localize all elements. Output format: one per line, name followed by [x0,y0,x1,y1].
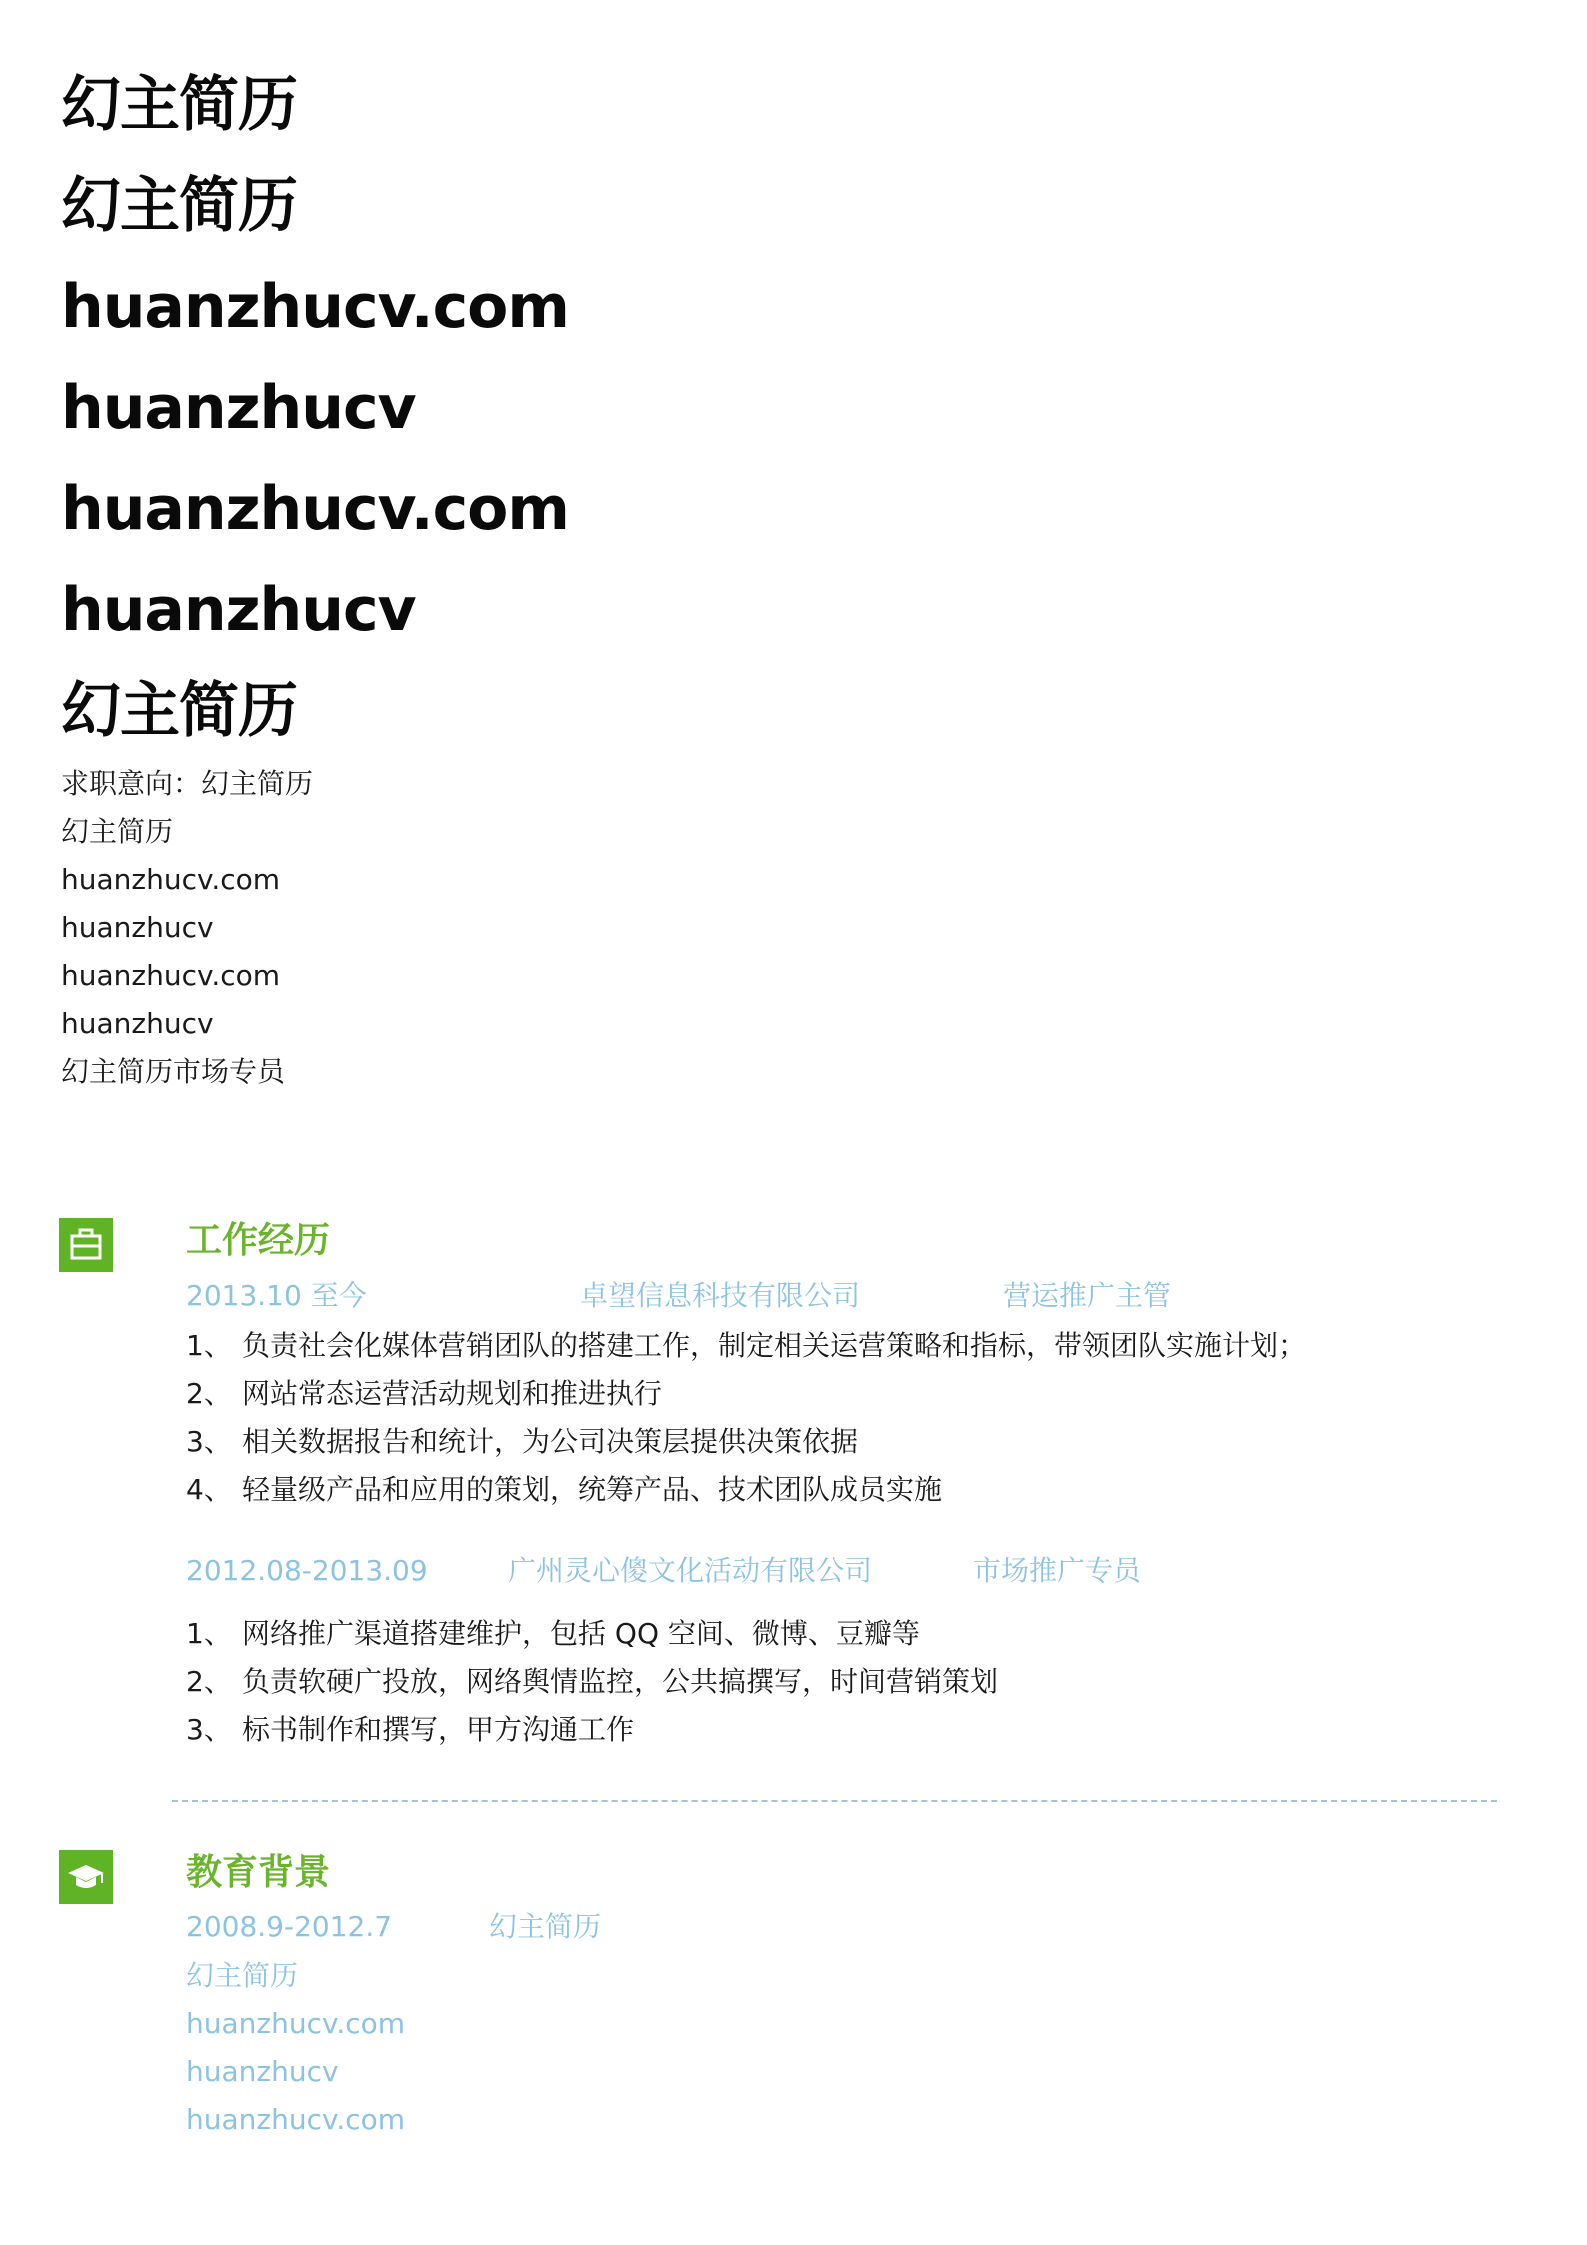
job-1-duty-4 [186,1466,942,1514]
education-line-1: 幻主简历 [186,1959,299,1992]
header-line-5: huanzhucv.com [61,474,569,544]
info-line-7: 幻主简历市场专员 [61,1055,286,1088]
education-section-title: 教育背景 [186,1852,331,1893]
header-line-1: 幻主简历 [61,70,297,140]
personal-info [61,760,313,1096]
job-1-duty-1 [186,1322,1306,1370]
graduation-cap-icon [59,1850,113,1904]
header-line-4: huanzhucv [61,373,416,443]
education-line-3: huanzhucv [186,2055,339,2088]
job-1-duty-3 [186,1418,858,1466]
duty-number: 3、 [186,1713,232,1746]
info-line-6: huanzhucv [61,1007,214,1040]
info-line-2: 幻主简历 [61,815,174,848]
job-1-duty-2 [186,1370,662,1418]
duty-text: 相关数据报告和统计，为公司决策层提供决策依据 [242,1425,859,1458]
header-line-3: huanzhucv.com [61,272,569,342]
job-2-company: 广州灵心傻文化活动有限公司 [508,1554,873,1587]
job-2-duty-3 [186,1706,634,1754]
job-2-period: 2012.08-2013.09 [186,1554,428,1587]
education-school: 幻主简历 [489,1910,602,1943]
work-section-title: 工作经历 [186,1220,331,1261]
duty-number: 1、 [186,1617,232,1650]
education-period: 2008.9-2012.7 [186,1910,393,1943]
job-intention: 求职意向：幻主简历 [61,767,314,800]
duty-text: 标书制作和撰写，甲方沟通工作 [242,1713,635,1746]
duty-number: 2、 [186,1377,232,1410]
duty-number: 3、 [186,1425,232,1458]
job-2-duty-1 [186,1610,920,1658]
duty-text: 负责软硬广投放，网络舆情监控，公共搞撰写，时间营销策划 [242,1665,999,1698]
job-1-role: 营运推广主管 [1003,1279,1172,1312]
job-2-duty-2 [186,1658,998,1706]
header-line-6: huanzhucv [61,575,416,645]
duty-number: 1、 [186,1329,232,1362]
duty-text: 网络推广渠道搭建维护，包括 QQ 空间、微博、豆瓣等 [242,1617,920,1650]
job-1-period: 2013.10 至今 [186,1279,367,1312]
briefcase-icon [59,1218,113,1272]
duty-number: 2、 [186,1665,232,1698]
duty-text: 轻量级产品和应用的策划，统筹产品、技术团队成员实施 [242,1473,943,1506]
header-line-7: 幻主简历 [61,676,297,746]
section-divider [172,1800,1497,1802]
duty-text: 负责社会化媒体营销团队的搭建工作，制定相关运营策略和指标，带领团队实施计划； [242,1329,1307,1362]
education-line-4: huanzhucv.com [186,2103,406,2136]
info-line-4: huanzhucv [61,911,214,944]
job-2-role: 市场推广专员 [973,1554,1142,1587]
duty-number: 4、 [186,1473,232,1506]
education-line-2: huanzhucv.com [186,2007,406,2040]
resume-header [61,55,861,762]
info-line-5: huanzhucv.com [61,959,281,992]
info-line-3: huanzhucv.com [61,863,281,896]
header-line-2: 幻主简历 [61,171,297,241]
duty-text: 网站常态运营活动规划和推进执行 [242,1377,663,1410]
job-1-company: 卓望信息科技有限公司 [580,1279,861,1312]
